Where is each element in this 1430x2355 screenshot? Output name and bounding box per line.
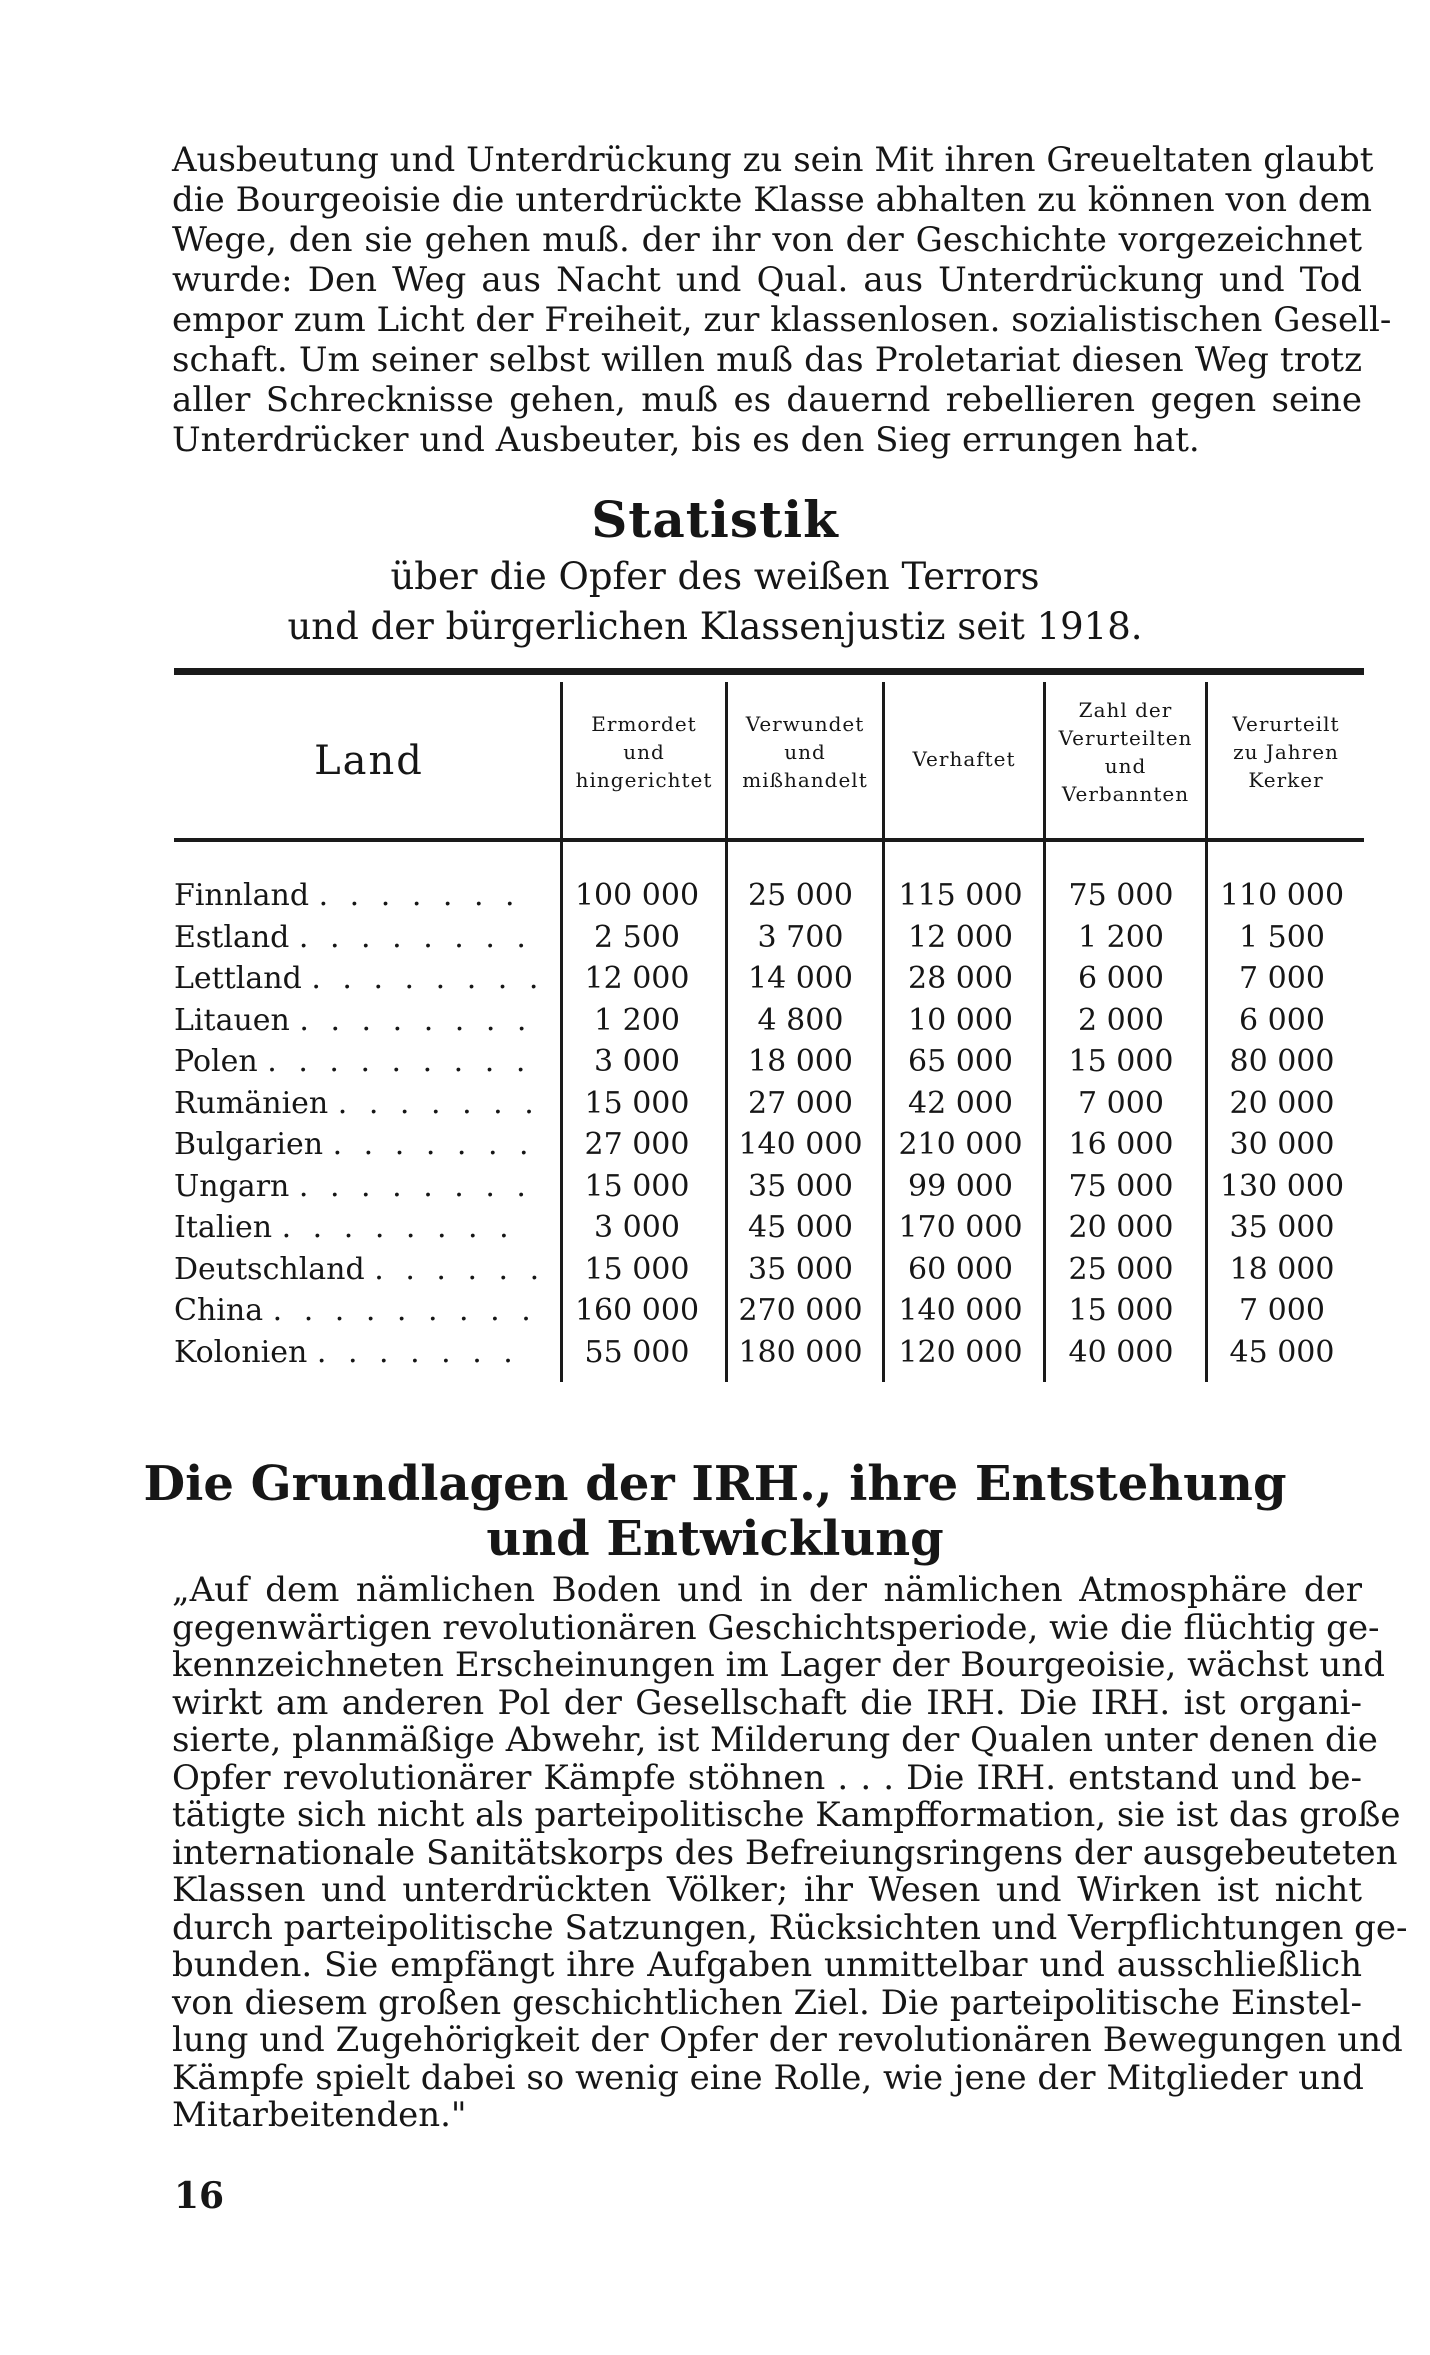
leader-dots: . . . . . . . . (298, 1168, 532, 1204)
value-verwundet: 4 800 (757, 1002, 844, 1038)
value-verhaftet: 60 000 (908, 1251, 1013, 1287)
text-line: wirkt am anderen Pol der Gesellschaft die IRH. Die IRH. ist organi- (172, 1682, 1362, 1723)
leader-dots: . . . . . . . (332, 1127, 535, 1163)
value-verhaftet: 10 000 (908, 1002, 1013, 1038)
table-row (174, 1332, 1362, 1374)
header-line: mißhandelt (742, 768, 868, 792)
header-verwundet (728, 710, 882, 794)
value-kerker: 20 000 (1229, 1085, 1335, 1121)
country-cell (174, 1041, 554, 1083)
value-ermordet: 55 000 (584, 1334, 690, 1370)
text-line: „Auf dem nämlichen Boden und in der nämlichen Atmosphäre der (172, 1570, 1362, 1610)
header-line: hingerichtet (575, 768, 713, 792)
value-verhaftet: 140 000 (898, 1293, 1023, 1329)
leader-dots: . . . . . . . (337, 1085, 540, 1121)
value-ermordet: 27 000 (584, 1127, 690, 1163)
text-line: lung und Zugehörigkeit der Opfer der revolutionären Bewegungen und (172, 2020, 1403, 2060)
leader-dots: . . . . . . . . (299, 1002, 533, 1038)
text-line: tätigte sich nicht als parteipolitische Kampfformation, sie ist das große (172, 1795, 1401, 1835)
leader-dots: . . . . . . . (318, 878, 521, 914)
header-line: zu Jahren (1233, 740, 1339, 764)
value-verwundet: 25 000 (748, 878, 853, 914)
country-cell (174, 1290, 554, 1332)
value-verurteilt: 75 000 (1068, 1168, 1174, 1204)
text-line: kennzeichneten Erscheinungen im Lager der Bourgeoisie, wächst und (172, 1645, 1385, 1685)
country-name: Italien (174, 1210, 273, 1246)
text-line: aller Schrecknisse gehen, muß es dauernd rebellieren gegen seine (172, 380, 1362, 420)
text-line: Unterdrücker und Ausbeuter, bis es den Sieg errungen hat. (172, 420, 1200, 460)
value-verurteilt: 20 000 (1068, 1210, 1174, 1246)
value-verurteilt: 75 000 (1068, 878, 1174, 914)
value-verwundet: 27 000 (748, 1085, 853, 1121)
header-line: Kerker (1248, 768, 1324, 792)
value-verurteilt: 25 000 (1068, 1251, 1174, 1287)
country-cell (174, 1207, 554, 1249)
country-name: Bulgarien (174, 1127, 324, 1163)
country-name: Deutschland (174, 1251, 365, 1287)
table-row (174, 1207, 1362, 1249)
text-line: schaft. Um seiner selbst willen muß das Proletariat diesen Weg trotz (172, 340, 1362, 380)
statistik-title: Statistik (591, 490, 839, 549)
header-kerker (1208, 710, 1364, 794)
value-ermordet: 12 000 (584, 961, 690, 997)
value-ermordet: 100 000 (574, 878, 700, 914)
value-verwundet: 35 000 (748, 1168, 853, 1204)
value-verwundet: 14 000 (748, 961, 853, 997)
statistics-table (174, 875, 1362, 1373)
country-cell (174, 1166, 554, 1208)
table-row (174, 1041, 1362, 1083)
value-verhaftet: 99 000 (908, 1168, 1013, 1204)
leader-dots: . . . . . . . . (281, 1210, 515, 1246)
country-name: Polen (174, 1044, 258, 1080)
country-cell (174, 958, 554, 1000)
leader-dots: . . . . . . . . . (272, 1293, 537, 1329)
value-verhaftet: 65 000 (908, 1044, 1013, 1080)
value-ermordet: 15 000 (584, 1251, 690, 1287)
header-verhaftet (885, 745, 1043, 773)
value-verurteilt: 1 200 (1078, 919, 1164, 955)
value-verwundet: 45 000 (748, 1210, 853, 1246)
country-name: Finnland (174, 878, 310, 914)
value-verurteilt: 2 000 (1078, 1002, 1164, 1038)
value-verhaftet: 210 000 (898, 1127, 1023, 1163)
value-verwundet: 270 000 (738, 1293, 863, 1329)
value-verhaftet: 12 000 (908, 919, 1013, 955)
table-row (174, 1166, 1362, 1208)
table-top-rule (174, 668, 1364, 675)
table-row (174, 875, 1362, 917)
country-name: Kolonien (174, 1334, 308, 1370)
country-name: Lettland (174, 961, 302, 997)
value-verwundet: 140 000 (738, 1127, 863, 1163)
value-kerker: 30 000 (1229, 1127, 1335, 1163)
country-name: Estland (174, 919, 290, 955)
header-line: Verbannten (1061, 782, 1190, 806)
value-verhaftet: 170 000 (898, 1210, 1023, 1246)
table-row (174, 1083, 1362, 1125)
value-verurteilt: 6 000 (1078, 961, 1164, 997)
table-row (174, 1249, 1362, 1291)
table-row (174, 958, 1362, 1000)
country-cell (174, 875, 554, 917)
header-line: Verurteilten (1058, 726, 1193, 750)
header-line: Verwundet (745, 712, 865, 736)
value-kerker: 35 000 (1229, 1210, 1335, 1246)
value-ermordet: 160 000 (574, 1293, 700, 1329)
text-line: von diesem großen geschichtlichen Ziel. Die parteipolitische Einstel- (172, 1982, 1362, 2023)
value-verurteilt: 40 000 (1068, 1334, 1174, 1370)
page-number: 16 (174, 2175, 225, 2217)
value-verhaftet: 42 000 (908, 1085, 1013, 1121)
value-kerker: 18 000 (1229, 1251, 1335, 1287)
section-title-1: Die Grundlagen der IRH., ihre Entstehung (143, 1456, 1287, 1512)
header-verurteilte (1046, 696, 1205, 808)
country-cell (174, 1000, 554, 1042)
value-verurteilt: 15 000 (1068, 1293, 1174, 1329)
header-line: Verurteilt (1232, 712, 1340, 736)
text-line: Ausbeutung und Unterdrückung zu sein Mit ihren Greueltaten glaubt (172, 140, 1374, 180)
text-line: gegenwärtigen revolutionären Geschichtsperiode, wie die flüchtig ge- (172, 1607, 1380, 1648)
text-line: die Bourgeoisie die unterdrückte Klasse abhalten zu können von dem (172, 180, 1372, 220)
value-verurteilt: 15 000 (1068, 1044, 1174, 1080)
value-verurteilt: 16 000 (1068, 1127, 1174, 1163)
leader-dots: . . . . . . . . (311, 961, 545, 997)
header-line: Verhaftet (912, 747, 1016, 771)
section-title-2: und Entwicklung (486, 1511, 944, 1567)
table-row (174, 1000, 1362, 1042)
leader-dots: . . . . . . . . (298, 919, 532, 955)
country-cell (174, 1249, 554, 1291)
value-verhaftet: 28 000 (908, 961, 1013, 997)
text-line: internationale Sanitätskorps des Befreiungsringens der ausgebeuteten (172, 1832, 1398, 1873)
value-ermordet: 3 000 (594, 1044, 680, 1080)
value-verwundet: 180 000 (738, 1334, 863, 1370)
header-line: Ermordet (591, 712, 697, 736)
text-line: durch parteipolitische Satzungen, Rücksichten und Verpflichtungen ge- (172, 1907, 1408, 1948)
value-verhaftet: 115 000 (898, 878, 1023, 914)
header-line: und (784, 740, 826, 764)
value-ermordet: 15 000 (584, 1168, 690, 1204)
country-name: Ungarn (174, 1168, 290, 1204)
value-ermordet: 15 000 (584, 1085, 690, 1121)
table-row (174, 1290, 1362, 1332)
value-kerker: 1 500 (1239, 919, 1325, 955)
value-kerker: 45 000 (1229, 1334, 1335, 1370)
leader-dots: . . . . . . (374, 1251, 546, 1287)
header-line: und (623, 740, 665, 764)
text-line: Mitarbeitenden." (172, 2095, 467, 2135)
statistik-subtitle-2: und der bürgerlichen Klassenjustiz seit 1918. (287, 605, 1143, 648)
text-line: Klassen und unterdrückten Völker; ihr Wesen und Wirken ist nicht (172, 1870, 1362, 1910)
value-kerker: 80 000 (1229, 1044, 1335, 1080)
header-ermordet (563, 710, 725, 794)
value-kerker: 130 000 (1219, 1168, 1345, 1204)
text-line: Wege, den sie gehen muß. der ihr von der Geschichte vorgezeichnet (172, 220, 1362, 260)
country-cell (174, 917, 554, 959)
text-line: Opfer revolutionärer Kämpfe stöhnen . . . Die IRH. entstand und be- (172, 1757, 1362, 1798)
country-cell (174, 1083, 554, 1125)
statistik-subtitle-1: über die Opfer des weißen Terrors (390, 555, 1040, 598)
value-kerker: 7 000 (1239, 1293, 1325, 1329)
value-ermordet: 3 000 (594, 1210, 680, 1246)
country-name: China (174, 1293, 264, 1329)
text-line: Kämpfe spielt dabei so wenig eine Rolle, wie jene der Mitglieder und (172, 2057, 1364, 2098)
leader-dots: . . . . . . . . . (267, 1044, 532, 1080)
value-ermordet: 2 500 (594, 919, 680, 955)
country-name: Rumänien (174, 1085, 329, 1121)
country-cell (174, 1124, 554, 1166)
value-verwundet: 35 000 (748, 1251, 853, 1287)
text-line: sierte, planmäßige Abwehr, ist Milderung der Qualen unter denen die (172, 1720, 1378, 1760)
country-name: Litauen (174, 1002, 290, 1038)
value-verurteilt: 7 000 (1078, 1085, 1164, 1121)
table-row (174, 917, 1362, 959)
table-header-rule (174, 838, 1364, 842)
value-verwundet: 3 700 (757, 919, 844, 955)
leader-dots: . . . . . . . (316, 1334, 519, 1370)
text-line: empor zum Licht der Freiheit, zur klassenlosen. sozialistischen Gesell- (172, 300, 1392, 340)
country-cell (174, 1332, 554, 1374)
value-ermordet: 1 200 (594, 1002, 680, 1038)
text-line: bunden. Sie empfängt ihre Aufgaben unmittelbar und ausschließlich (172, 1945, 1362, 1985)
header-land: Land (314, 738, 424, 784)
value-kerker: 6 000 (1239, 1002, 1325, 1038)
value-verhaftet: 120 000 (898, 1334, 1023, 1370)
value-verwundet: 18 000 (748, 1044, 853, 1080)
table-row (174, 1124, 1362, 1166)
intro-paragraph (172, 140, 1392, 460)
text-line: wurde: Den Weg aus Nacht und Qual. aus Unterdrückung und Tod (172, 260, 1362, 300)
header-line: und (1104, 754, 1147, 778)
section-paragraph (172, 1570, 1408, 2135)
value-kerker: 7 000 (1239, 961, 1325, 997)
value-kerker: 110 000 (1219, 878, 1345, 914)
header-line: Zahl der (1078, 698, 1173, 722)
